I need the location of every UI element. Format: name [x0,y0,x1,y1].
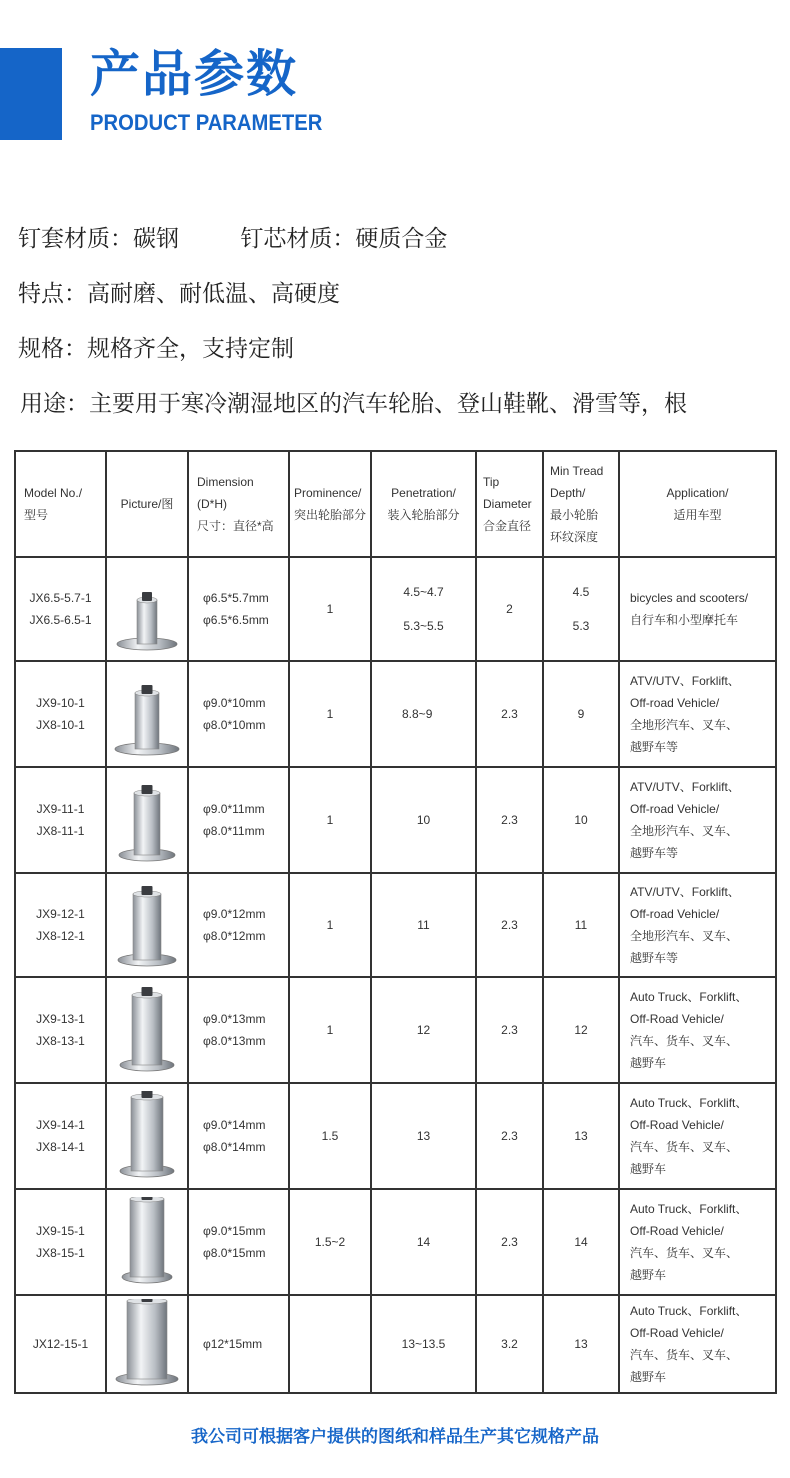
depth-value: 9 [577,707,585,721]
table-header-row [15,451,776,557]
depth-cell [543,1295,619,1393]
prominence-value: 1 [326,1023,334,1037]
application-value: Auto Truck、Forklift、 [630,1096,748,1110]
penetration-cell [371,661,476,767]
prominence-cell [289,1083,371,1189]
tip-value: 2.3 [501,707,518,721]
depth-cell [543,661,619,767]
application-value: Auto Truck、Forklift、 [630,990,748,1004]
model-value: JX9-14-1 [36,1118,85,1132]
model-value: JX8-12-1 [36,929,85,943]
header-text: Application/ [666,486,729,500]
depth-cell [543,557,619,661]
penetration-value: 5.3~5.5 [403,619,444,633]
header-text: Picture/图 [120,497,174,511]
penetration-value: 8.8~9 [402,707,433,721]
prominence-cell [289,557,371,661]
header-text: Model No./ [24,486,83,500]
depth-value: 11 [574,918,588,932]
stud-pin-image [108,1197,186,1287]
header-text: Prominence/ [294,486,362,500]
application-cell [619,873,776,977]
header-text: Depth/ [550,486,586,500]
penetration-cell [371,1295,476,1393]
application-value: 越野车等 [630,740,679,754]
dimension-value: φ8.0*14mm [203,1140,266,1154]
depth-cell [543,767,619,873]
stud-pin-image [108,1091,186,1181]
tip-value: 3.2 [501,1337,518,1351]
penetration-value: 14 [416,1235,431,1249]
spec-usage: 用途：主要用于寒冷潮湿地区的汽车轮胎、登山鞋靴、滑雪等，根 [20,391,687,417]
prominence-cell [289,977,371,1083]
header-text: 尺寸：直径*高 [197,519,274,533]
picture-cell [106,873,188,977]
prominence-value: 1 [326,602,334,616]
table-row [15,977,776,1083]
tip-value: 2.3 [501,1235,518,1249]
stud-pin-image [108,880,186,970]
application-cell [619,661,776,767]
tip-value: 2.3 [501,918,518,932]
model-value: JX6.5-5.7-1 [29,591,92,605]
prominence-cell [289,1189,371,1295]
picture-cell [106,1295,188,1393]
application-value: 越野车 [630,1268,667,1282]
application-cell [619,557,776,661]
model-cell [15,873,106,977]
penetration-value: 11 [417,918,430,932]
application-cell [619,1189,776,1295]
model-cell [15,661,106,767]
dimension-value: φ8.0*13mm [203,1034,266,1048]
application-cell [619,1083,776,1189]
picture-cell [106,1189,188,1295]
depth-value: 13 [574,1129,588,1143]
model-value: JX9-13-1 [36,1012,85,1026]
penetration-value: 4.5~4.7 [403,585,444,599]
application-value: 全地形汽车、叉车、 [630,718,739,732]
prominence-value: 1.5 [321,1129,339,1143]
stud-pin-image [108,775,186,865]
tip-cell [476,661,543,767]
table-row [15,767,776,873]
dimension-value: φ6.5*6.5mm [203,613,269,627]
depth-value: 14 [574,1235,588,1249]
application-value: 全地形汽车、叉车、 [630,929,739,943]
picture-cell [106,557,188,661]
footer-note: 我公司可根据客户提供的图纸和样品生产其它规格产品 [191,1427,599,1447]
application-value: ATV/UTV、Forklift、 [630,885,740,899]
application-value: 自行车和小型摩托车 [630,613,739,627]
header-prominence [289,451,371,557]
spec-sleeve-material: 钉套材质：碳钢 [18,226,179,252]
tip-cell [476,767,543,873]
header-penetration [371,451,476,557]
depth-cell [543,1083,619,1189]
application-cell [619,1295,776,1393]
application-value: Off-road Vehicle/ [630,802,720,816]
dimension-value: φ9.0*12mm [203,907,266,921]
penetration-cell [371,1083,476,1189]
application-value: ATV/UTV、Forklift、 [630,780,740,794]
prominence-cell [289,873,371,977]
tip-cell [476,873,543,977]
page-subtitle: PRODUCT PARAMETER [90,110,323,135]
header-text: 装入轮胎部分 [387,508,460,522]
stud-pin-image [108,564,186,654]
penetration-value: 13~13.5 [401,1337,446,1351]
tip-value: 2.3 [501,813,518,827]
stud-pin-image [108,1299,186,1389]
depth-value: 4.5 [572,585,590,599]
application-value: 越野车等 [630,846,679,860]
header-text: Diameter [483,497,532,511]
table-row [15,1189,776,1295]
header-application [619,451,776,557]
picture-cell [106,767,188,873]
header-picture [106,451,188,557]
depth-cell [543,873,619,977]
prominence-value: 1 [326,813,334,827]
application-value: 汽车、货车、叉车、 [630,1140,739,1154]
prominence-cell [289,1295,371,1393]
header-text: 最小轮胎 [550,508,599,522]
model-value: JX9-11-1 [36,802,85,816]
picture-cell [106,661,188,767]
application-value: 汽车、货车、叉车、 [630,1034,739,1048]
tip-cell [476,1295,543,1393]
dimension-cell [188,661,289,767]
penetration-cell [371,767,476,873]
dimension-cell [188,1189,289,1295]
model-value: JX8-15-1 [36,1246,85,1260]
application-value: Auto Truck、Forklift、 [630,1304,748,1318]
header-accent-block [0,48,62,140]
dimension-cell [188,767,289,873]
tip-value: 2 [506,602,513,616]
application-value: bicycles and scooters/ [630,591,749,605]
stud-pin-image [108,985,186,1075]
header-text: 型号 [24,508,49,522]
model-cell [15,557,106,661]
table-row [15,873,776,977]
dimension-value: φ9.0*15mm [203,1224,266,1238]
application-value: Off-Road Vehicle/ [630,1224,724,1238]
tip-cell [476,557,543,661]
dimension-value: φ9.0*10mm [203,696,266,710]
model-value: JX8-11-1 [36,824,85,838]
header-text: Min Tread [550,464,604,478]
table-row [15,1295,776,1393]
prominence-value: 1.5~2 [314,1235,346,1249]
penetration-value: 13 [416,1129,431,1143]
model-value: JX8-10-1 [36,718,85,732]
model-value: JX9-15-1 [36,1224,85,1238]
application-value: Off-Road Vehicle/ [630,1326,724,1340]
tip-value: 2.3 [501,1023,518,1037]
dimension-value: φ9.0*14mm [203,1118,266,1132]
model-cell [15,977,106,1083]
dimension-cell [188,1083,289,1189]
header-text: 突出轮胎部分 [294,508,367,522]
header-text: 环纹深度 [550,530,599,544]
depth-cell [543,977,619,1083]
model-value: JX9-10-1 [36,696,85,710]
spec-features: 特点：高耐磨、耐低温、高硬度 [18,281,340,307]
prominence-cell [289,767,371,873]
header-model [15,451,106,557]
application-value: 汽车、货车、叉车、 [630,1246,739,1260]
application-value: Off-road Vehicle/ [630,907,720,921]
table-row [15,1083,776,1189]
application-value: 越野车等 [630,951,679,965]
header-text: 适用车型 [673,508,722,522]
parameter-table [14,450,777,1394]
model-cell [15,767,106,873]
dimension-value: φ6.5*5.7mm [203,591,269,605]
model-value: JX8-13-1 [36,1034,85,1048]
application-value: 越野车 [630,1056,667,1070]
application-value: 全地形汽车、叉车、 [630,824,739,838]
picture-cell [106,1083,188,1189]
model-value: JX12-15-1 [32,1337,89,1351]
model-cell [15,1189,106,1295]
dimension-cell [188,557,289,661]
header-text: Tip [483,475,500,489]
header-depth [543,451,619,557]
dimension-cell [188,1295,289,1393]
model-cell [15,1295,106,1393]
tip-cell [476,1083,543,1189]
dimension-value: φ8.0*11mm [203,824,265,838]
stud-pin-image [108,669,186,759]
prominence-value: 1 [326,918,334,932]
tip-cell [476,977,543,1083]
dimension-value: φ8.0*15mm [203,1246,266,1260]
penetration-value: 10 [416,813,431,827]
header-text: Dimension [197,475,254,489]
application-cell [619,977,776,1083]
prominence-cell [289,661,371,767]
dimension-cell [188,977,289,1083]
penetration-cell [371,1189,476,1295]
model-value: JX9-12-1 [36,907,85,921]
spec-core-material: 钉芯材质：硬质合金 [240,226,448,252]
header-text: (D*H) [197,497,227,511]
application-value: 越野车 [630,1370,667,1384]
penetration-value: 12 [416,1023,431,1037]
header-dimension [188,451,289,557]
application-value: ATV/UTV、Forklift、 [630,674,740,688]
prominence-value: 1 [326,707,334,721]
dimension-value: φ12*15mm [203,1337,263,1351]
dimension-value: φ8.0*10mm [203,718,266,732]
penetration-cell [371,873,476,977]
application-value: Off-road Vehicle/ [630,696,720,710]
dimension-cell [188,873,289,977]
tip-cell [476,1189,543,1295]
application-value: 越野车 [630,1162,667,1176]
dimension-value: φ9.0*13mm [203,1012,266,1026]
depth-value: 5.3 [572,619,590,633]
tip-value: 2.3 [501,1129,518,1143]
table-row [15,557,776,661]
header-tip [476,451,543,557]
depth-cell [543,1189,619,1295]
model-value: JX8-14-1 [36,1140,85,1154]
dimension-value: φ9.0*11mm [203,802,265,816]
depth-value: 12 [574,1023,588,1037]
application-value: Off-Road Vehicle/ [630,1118,724,1132]
spec-materials [18,224,447,254]
model-value: JX6.5-6.5-1 [29,613,92,627]
application-value: 汽车、货车、叉车、 [630,1348,739,1362]
application-cell [619,767,776,873]
picture-cell [106,977,188,1083]
dimension-value: φ8.0*12mm [203,929,266,943]
application-value: Off-Road Vehicle/ [630,1012,724,1026]
penetration-cell [371,977,476,1083]
spec-size: 规格：规格齐全，支持定制 [18,336,294,362]
table-row [15,661,776,767]
page-title: 产品参数 [90,45,298,103]
depth-value: 13 [574,1337,588,1351]
depth-value: 10 [574,813,588,827]
application-value: Auto Truck、Forklift、 [630,1202,748,1216]
header-text: Penetration/ [391,486,456,500]
model-cell [15,1083,106,1189]
penetration-cell [371,557,476,661]
header-text: 合金直径 [483,519,532,533]
